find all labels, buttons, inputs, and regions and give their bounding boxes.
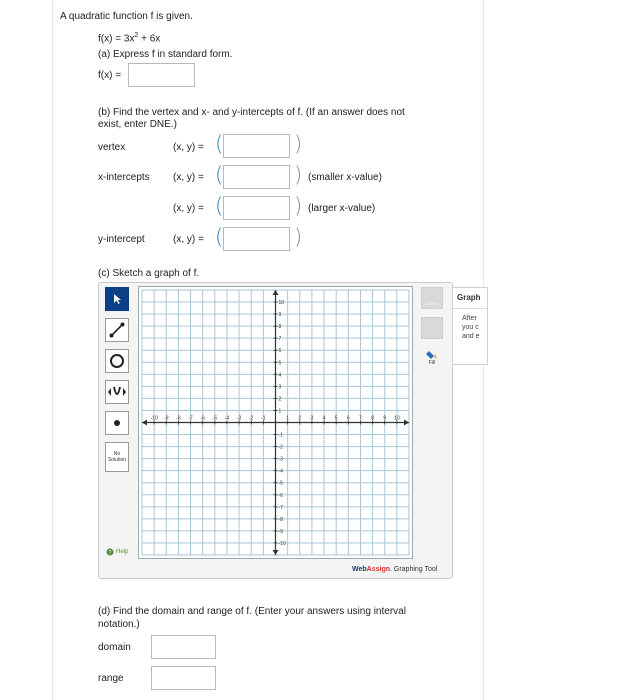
line-tool-button[interactable] xyxy=(105,318,129,342)
graph-help-line1: After xyxy=(462,315,477,322)
x-intercept-1-close-paren: ) xyxy=(294,163,303,187)
y-intercept-label: y-intercept xyxy=(98,234,145,245)
graph-help-line2: you c xyxy=(462,324,479,331)
part-a-prompt: (a) Express f in standard form. xyxy=(98,49,233,60)
no-solution-button[interactable] xyxy=(105,442,129,472)
vertex-xy-label: (x, y) = xyxy=(173,142,204,153)
function-definition xyxy=(98,32,160,44)
y-tick-label: -4 xyxy=(278,468,283,475)
vertex-label: vertex xyxy=(98,142,126,153)
graph-help-line3: and e xyxy=(462,333,480,340)
y-tick-label: -7 xyxy=(278,504,283,511)
y-tick-label: 10 xyxy=(278,300,285,307)
parabola-tool-button[interactable] xyxy=(105,380,129,404)
x-tick-label: -10 xyxy=(150,415,158,422)
brand-assign: Assign xyxy=(366,566,390,573)
y-tick-label: 3 xyxy=(278,384,282,391)
x-tick-label: 2 xyxy=(298,415,302,422)
x-tick-label: -5 xyxy=(212,415,218,422)
fill-bucket-icon xyxy=(426,348,438,360)
graph-help-card xyxy=(452,287,488,365)
y-tick-label: -5 xyxy=(278,480,283,487)
function-exponent: 2 xyxy=(134,32,139,39)
y-tick-label: -8 xyxy=(278,516,283,523)
y-axis-arrow-down xyxy=(273,550,279,555)
x-tick-label: -9 xyxy=(164,415,169,422)
x-tick-label: 1 xyxy=(286,415,290,422)
x-tick-label: 8 xyxy=(371,415,374,422)
help-icon xyxy=(106,548,114,556)
no-solution-label: No Solution xyxy=(107,451,127,463)
domain-label: domain xyxy=(98,642,131,653)
larger-x-note: (larger x-value) xyxy=(308,203,376,214)
y-intercept-close-paren: ) xyxy=(294,225,303,249)
parabola-icon xyxy=(107,383,127,401)
x-intercept-2-open-paren: ( xyxy=(215,194,224,218)
pointer-icon xyxy=(111,293,123,305)
circle-tool-button[interactable] xyxy=(105,349,129,373)
x-intercept-1-xy-label: (x, y) = xyxy=(173,172,204,183)
point-tool-button[interactable] xyxy=(105,411,129,435)
y-tick-label: -9 xyxy=(278,528,283,535)
y-tick-label: -3 xyxy=(278,456,283,463)
y-tick-label: 8 xyxy=(278,324,282,331)
x-tick-label: 10 xyxy=(394,415,400,422)
y-tick-label: -1 xyxy=(278,432,283,439)
x-tick-label: -3 xyxy=(236,415,242,422)
part-b-prompt-line2: exist, enter DNE.) xyxy=(98,119,177,130)
brand-suffix: . Graphing Tool xyxy=(390,566,438,573)
pointer-tool-button[interactable] xyxy=(105,287,129,311)
function-base: f(x) = 3x xyxy=(98,33,135,45)
x-tick-label: -2 xyxy=(249,415,254,422)
y-intercept-input[interactable] xyxy=(223,227,290,251)
delete-tool-button[interactable] xyxy=(421,287,443,309)
help-label: Help xyxy=(116,549,129,555)
fill-tool-button[interactable] xyxy=(421,348,443,374)
x-tick-label: -7 xyxy=(188,415,193,422)
y-intercept-xy-label: (x, y) = xyxy=(173,234,204,245)
y-tick-label: -10 xyxy=(278,540,286,547)
vertex-input[interactable] xyxy=(223,134,290,158)
x-tick-label: -1 xyxy=(261,415,266,422)
help-link[interactable] xyxy=(106,548,128,556)
part-d-prompt-line2: notation.) xyxy=(98,619,140,630)
clear-tool-button[interactable] xyxy=(421,317,443,339)
x-axis-arrow-right xyxy=(404,420,409,426)
range-input[interactable] xyxy=(151,666,216,690)
y-tick-label: 4 xyxy=(278,372,282,379)
x-tick-label: -4 xyxy=(224,415,230,422)
x-tick-label: -6 xyxy=(200,415,205,422)
x-tick-label: -8 xyxy=(176,415,181,422)
y-tick-label: 9 xyxy=(278,312,282,319)
brand-web: Web xyxy=(352,566,367,573)
part-b-prompt-line1: (b) Find the vertex and x- and y-intercepts of f. (If an answer does not xyxy=(98,107,405,118)
smaller-x-note: (smaller x-value) xyxy=(308,172,382,183)
x-tick-label: 3 xyxy=(310,415,314,422)
y-intercept-open-paren: ( xyxy=(215,225,224,249)
part-d-prompt-line1: (d) Find the domain and range of f. (Enter your answers using interval xyxy=(98,606,406,617)
x-intercepts-label: x-intercepts xyxy=(98,172,150,183)
x-intercept-smaller-input[interactable] xyxy=(223,165,290,189)
y-tick-label: 1 xyxy=(278,408,282,415)
x-tick-label: 5 xyxy=(334,415,338,422)
x-tick-label: 7 xyxy=(359,415,362,422)
graph-help-title: Graph xyxy=(453,288,487,309)
y-tick-label: -2 xyxy=(278,444,283,451)
circle-icon xyxy=(108,352,126,370)
x-intercept-2-close-paren: ) xyxy=(294,194,303,218)
vertex-open-paren: ( xyxy=(215,132,224,156)
x-axis-arrow-left xyxy=(142,420,147,426)
function-rest: + 6x xyxy=(138,33,161,45)
part-a-label: f(x) = xyxy=(98,70,122,81)
x-tick-label: 9 xyxy=(383,415,387,422)
graph-plot-area[interactable] xyxy=(138,286,413,559)
x-intercept-2-xy-label: (x, y) = xyxy=(173,203,204,214)
y-tick-label: 6 xyxy=(278,348,282,355)
part-c-prompt: (c) Sketch a graph of f. xyxy=(98,268,200,279)
line-segment-icon xyxy=(108,321,126,339)
y-tick-label: 7 xyxy=(278,336,282,343)
point-icon xyxy=(112,418,122,428)
fill-label: Fill xyxy=(428,360,436,366)
graph-grid xyxy=(139,287,412,558)
domain-input[interactable] xyxy=(151,635,216,659)
y-tick-label: 5 xyxy=(278,360,282,367)
delete-label: Delete xyxy=(426,301,438,306)
x-tick-label: 4 xyxy=(322,415,326,422)
x-tick-label: 6 xyxy=(346,415,350,422)
y-tick-label: -6 xyxy=(278,492,283,499)
webassign-brand xyxy=(352,566,437,573)
vertex-close-paren: ) xyxy=(294,132,303,156)
svg-text:?: ? xyxy=(108,550,112,556)
x-intercept-larger-input[interactable] xyxy=(223,196,290,220)
standard-form-input[interactable] xyxy=(128,63,195,87)
y-tick-label: 2 xyxy=(278,396,282,403)
x-intercept-1-open-paren: ( xyxy=(215,163,224,187)
y-axis-arrow-up xyxy=(273,290,279,295)
question-intro: A quadratic function f is given. xyxy=(60,11,193,22)
range-label: range xyxy=(98,673,124,684)
